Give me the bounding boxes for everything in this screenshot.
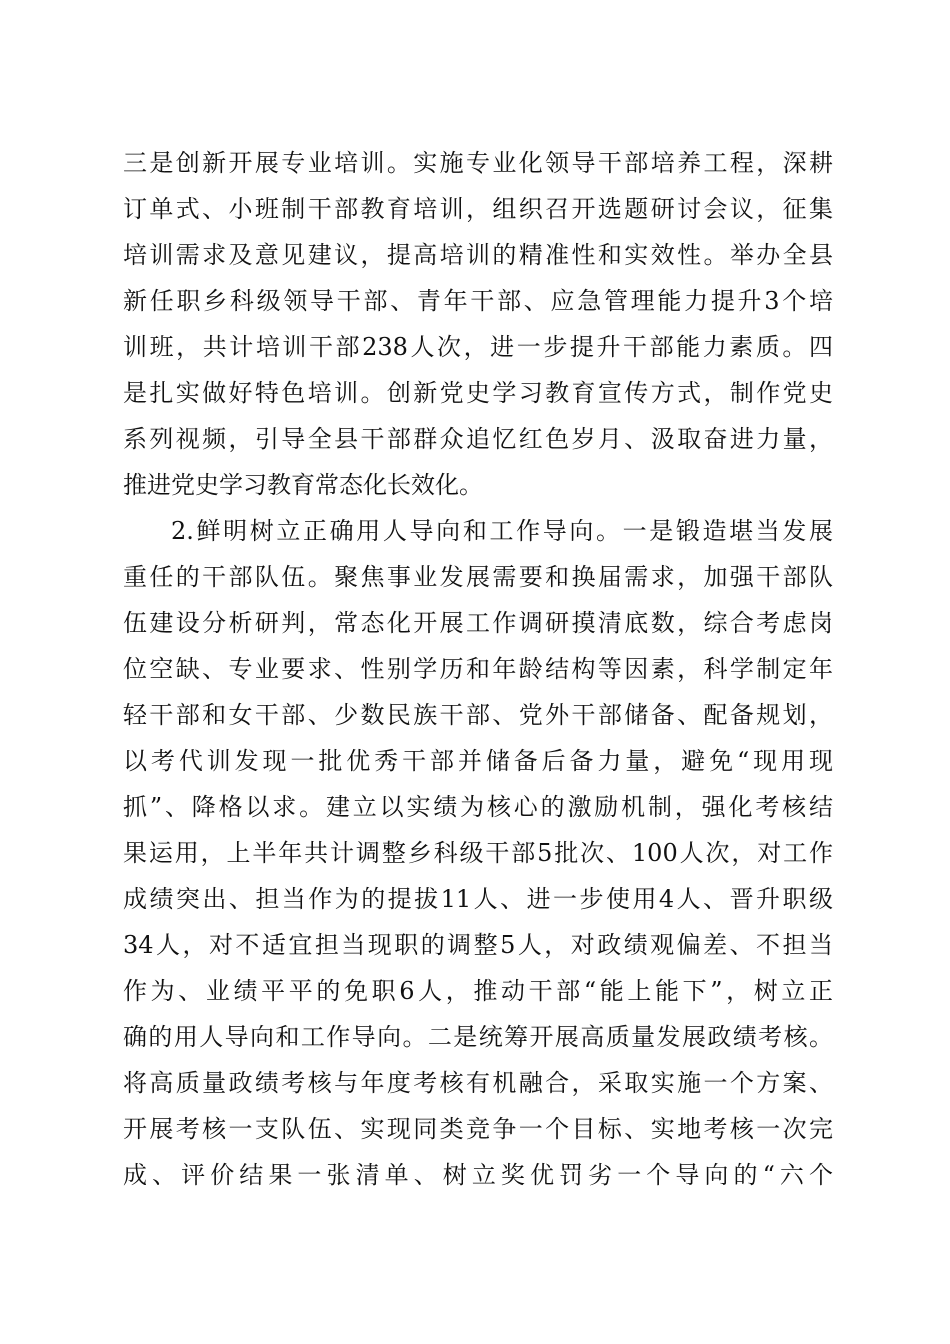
text-line-1: 三是创新开展专业培训。实施专业化领导干部培养工程，深耕 [123, 149, 833, 177]
text-line-13: 轻干部和女干部、少数民族干部、党外干部储备、配备规划， [123, 701, 833, 729]
text-line-20: 确的用人导向和工作导向。二是统筹开展高质量发展政绩考核。 [123, 1023, 833, 1051]
text-line-5: 训班，共计培训干部238人次，进一步提升干部能力素质。四 [123, 333, 833, 361]
text-line-2: 订单式、小班制干部教育培训，组织召开选题研讨会议，征集 [123, 195, 833, 223]
text-line-12: 位空缺、专业要求、性别学历和年龄结构等因素，科学制定年 [123, 655, 833, 683]
text-line-7: 系列视频，引导全县干部群众追忆红色岁月、汲取奋进力量， [123, 425, 833, 453]
text-line-11: 伍建设分析研判，常态化开展工作调研摸清底数，综合考虑岗 [123, 609, 833, 637]
text-line-19: 作为、业绩平平的免职6人，推动干部“能上能下”，树立正 [123, 977, 833, 1005]
body-text [123, 140, 833, 1198]
text-line-15: 抓”、降格以求。建立以实绩为核心的激励机制，强化考核结 [123, 793, 833, 821]
text-line-17: 成绩突出、担当作为的提拔11人、进一步使用4人、晋升职级 [123, 885, 833, 913]
text-line-23: 成、评价结果一张清单、树立奖优罚劣一个导向的“六个 [123, 1161, 833, 1189]
text-line-18: 34人，对不适宜担当现职的调整5人，对政绩观偏差、不担当 [123, 931, 833, 959]
text-line-3: 培训需求及意见建议，提高培训的精准性和实效性。举办全县 [123, 241, 833, 269]
text-line-14: 以考代训发现一批优秀干部并储备后备力量，避免“现用现 [123, 747, 833, 775]
text-line-21: 将高质量政绩考核与年度考核有机融合，采取实施一个方案、 [123, 1069, 833, 1097]
text-line-22: 开展考核一支队伍、实现同类竞争一个目标、实地考核一次完 [123, 1115, 833, 1143]
text-line-16: 果运用，上半年共计调整乡科级干部5批次、100人次，对工作 [123, 839, 833, 867]
text-line-10: 重任的干部队伍。聚焦事业发展需要和换届需求，加强干部队 [123, 563, 833, 591]
text-line-4: 新任职乡科级领导干部、青年干部、应急管理能力提升3个培 [123, 287, 833, 315]
text-line-9: 2.鲜明树立正确用人导向和工作导向。一是锻造堪当发展 [171, 517, 833, 545]
text-line-6: 是扎实做好特色培训。创新党史学习教育宣传方式，制作党史 [123, 379, 833, 407]
text-line-8: 推进党史学习教育常态化长效化。 [123, 471, 483, 499]
